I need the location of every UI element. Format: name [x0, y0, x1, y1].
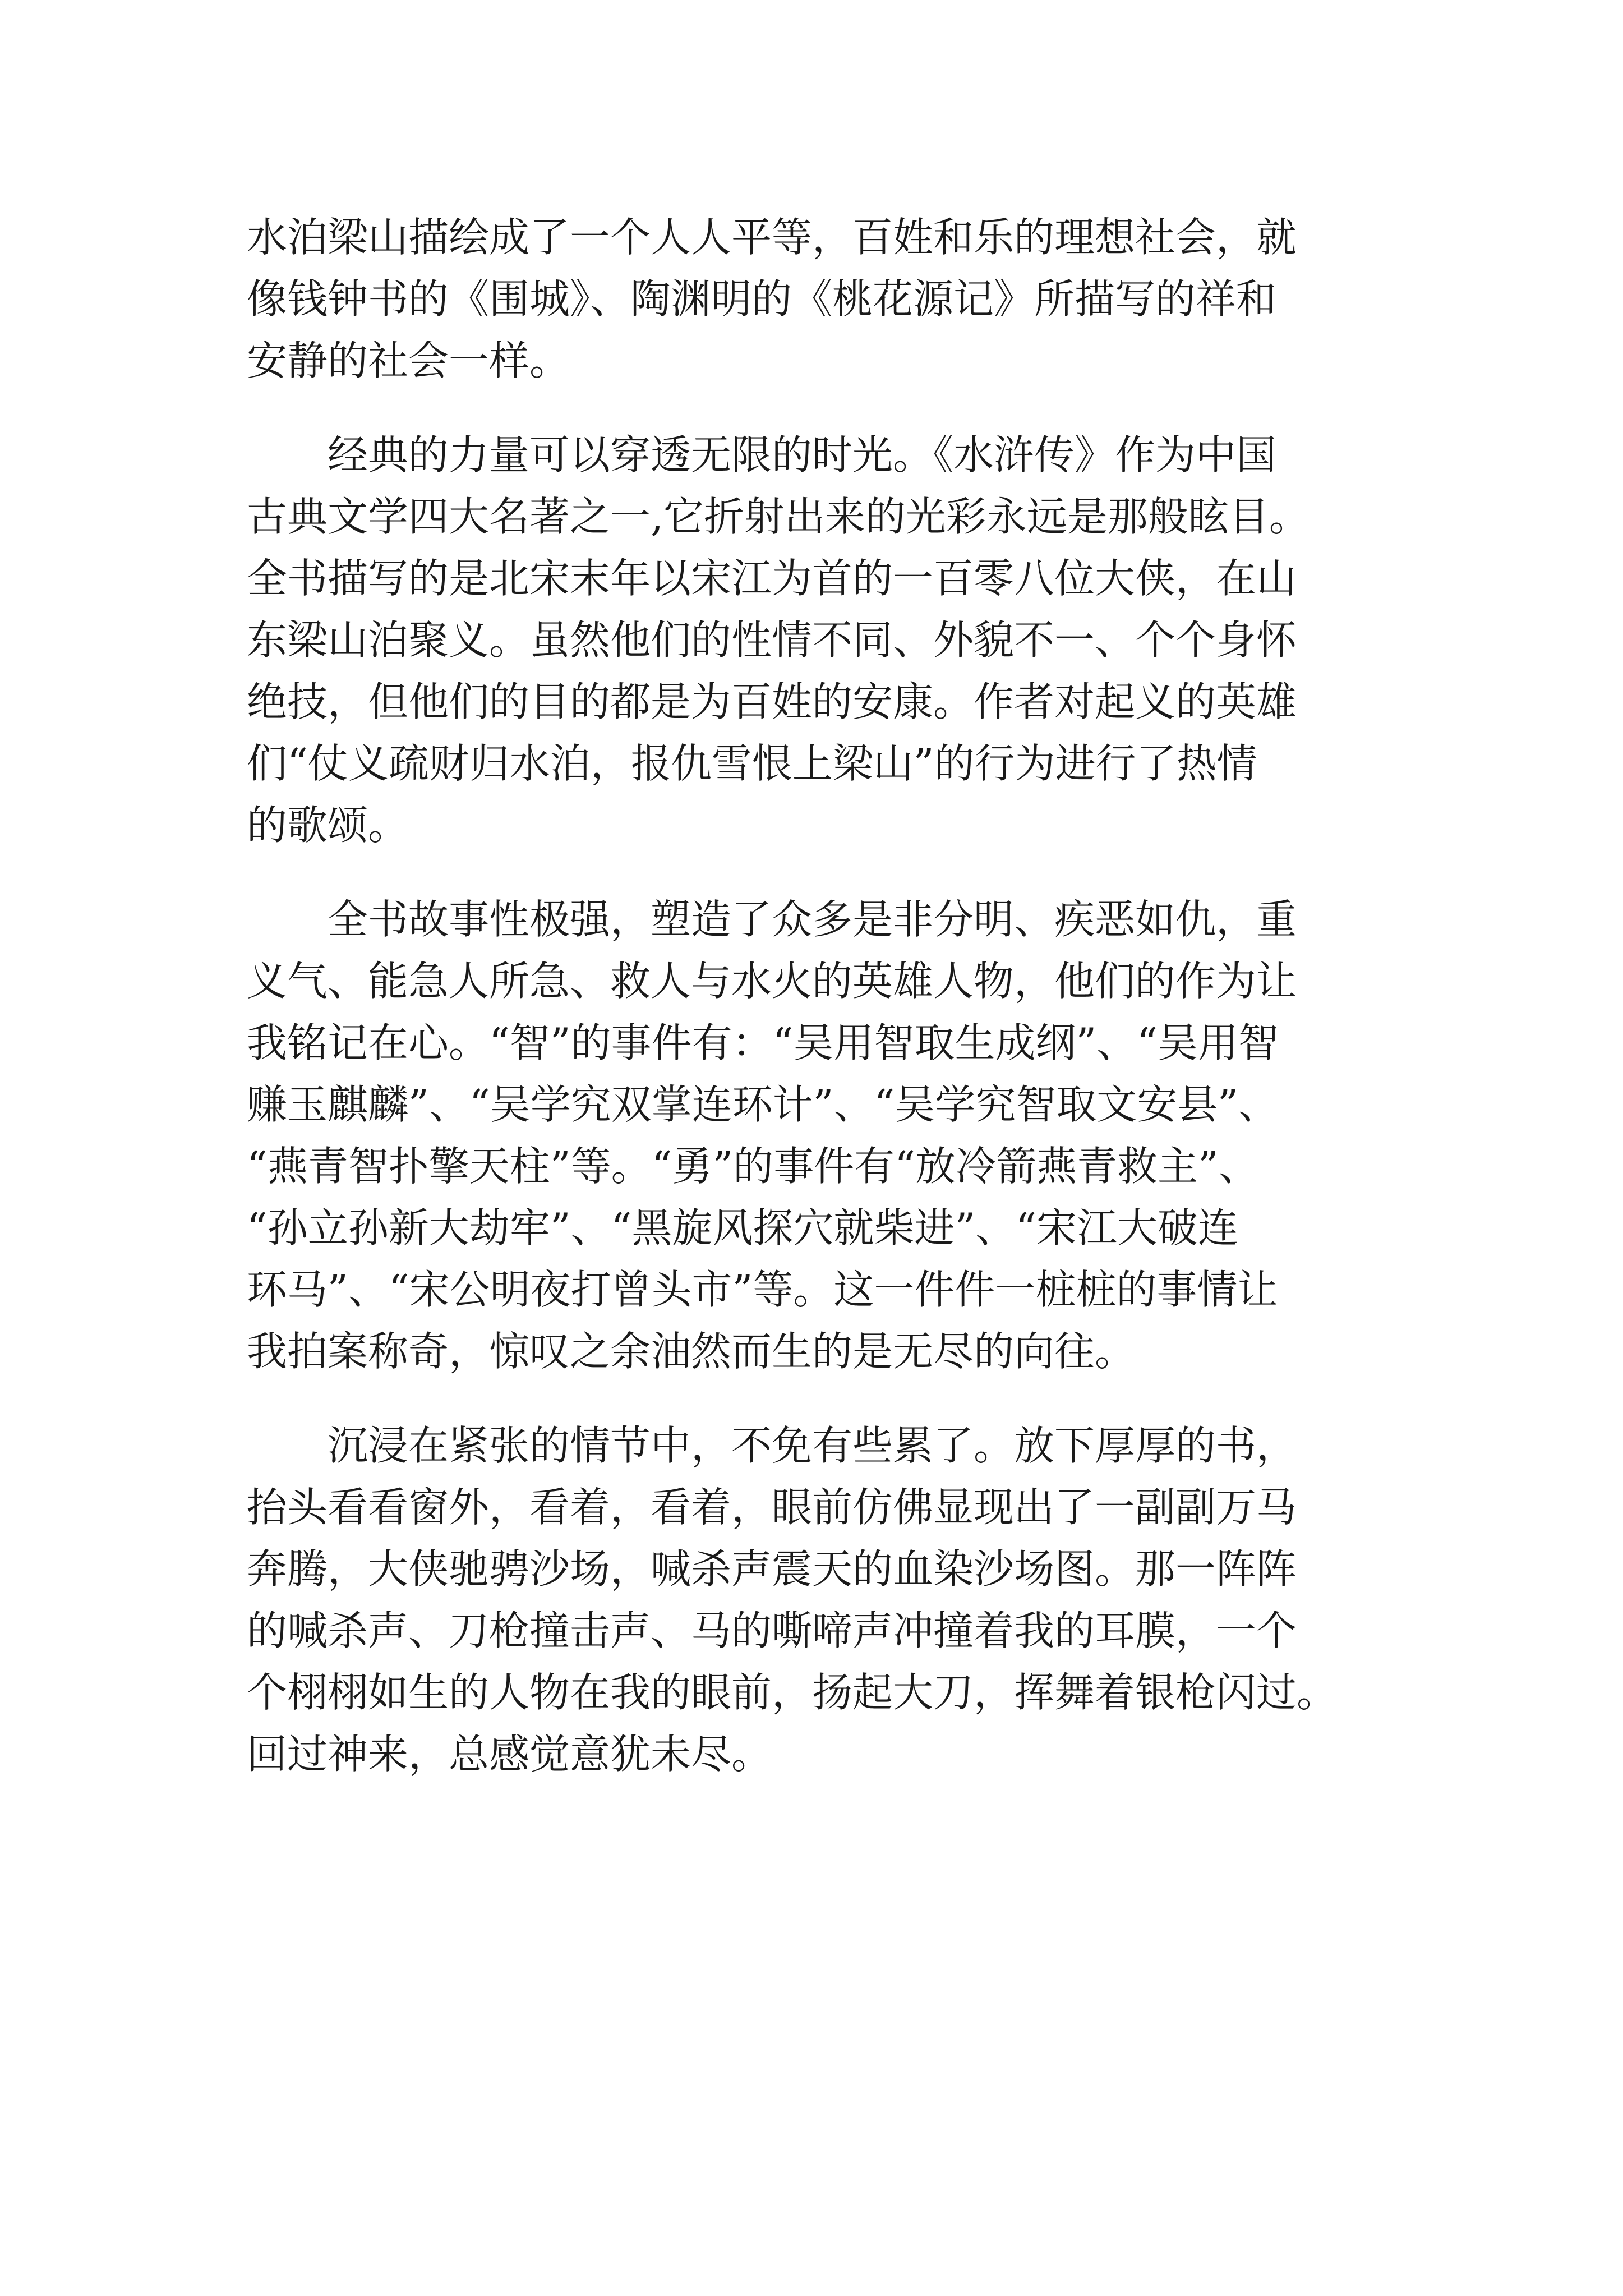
- text-line: 全书故事性极强，塑造了众多是非分明、疾恶如仇，重: [247, 896, 1297, 943]
- text-line: 环马”、“宋公明夜打曾头市”等。这一件件一桩桩的事情让: [247, 1266, 1278, 1313]
- text-line: 东梁山泊聚义。虽然他们的性情不同、外貌不一、个个身怀: [247, 616, 1297, 664]
- paragraph-2: [247, 424, 1380, 856]
- text-line: 全书描写的是北宋末年以宋江为首的一百零八位大侠，在山: [247, 555, 1297, 602]
- text-line: 沉浸在紧张的情节中，不免有些累了。放下厚厚的书，: [247, 1422, 1297, 1469]
- text-line: 我拍案称奇，惊叹之余油然而生的是无尽的向往。: [247, 1328, 1136, 1375]
- text-line: 古典文学四大名著之一,它折射出来的光彩永远是那般眩目。: [247, 493, 1310, 540]
- text-line: “燕青智扑擎天柱”等。“勇”的事件有“放冷箭燕青救主”、: [247, 1143, 1259, 1190]
- text-line: 赚玉麒麟”、“吴学究双掌连环计”、“吴学究智取文安县”、: [247, 1081, 1279, 1128]
- paragraph-1: [247, 206, 1380, 392]
- text-line: 绝技，但他们的目的都是为百姓的安康。作者对起义的英雄: [247, 678, 1297, 725]
- text-line: 像钱钟书的《围城》、陶渊明的《桃花源记》所描写的祥和: [247, 275, 1277, 323]
- text-line: 的歌颂。: [247, 802, 409, 849]
- text-line: 安静的社会一样。: [247, 337, 570, 384]
- document-body: [247, 206, 1380, 1785]
- text-line: 奔腾，大侠驰骋沙场，喊杀声震天的血染沙场图。那一阵阵: [247, 1545, 1297, 1593]
- text-line: 义气、能急人所急、救人与水火的英雄人物，他们的作为让: [247, 958, 1297, 1005]
- text-line: 个栩栩如生的人物在我的眼前，扬起大刀，挥舞着银枪闪过。: [247, 1669, 1338, 1716]
- text-line: 抬头看看窗外，看着，看着，眼前仿佛显现出了一副副万马: [247, 1484, 1297, 1531]
- text-line: “孙立孙新大劫牢”、“黑旋风探穴就柴进”、“宋江大破连: [247, 1204, 1239, 1251]
- text-line: 回过神来，总感觉意犹未尽。: [247, 1731, 772, 1778]
- paragraph-4: [247, 1415, 1380, 1785]
- text-line: 的喊杀声、刀枪撞击声、马的嘶啼声冲撞着我的耳膜，一个: [247, 1607, 1297, 1654]
- text-line: 水泊梁山描绘成了一个人人平等，百姓和乐的理想社会，就: [247, 214, 1297, 261]
- paragraph-3: [247, 889, 1380, 1382]
- text-line: 们“仗义疏财归水泊，报仇雪恨上梁山”的行为进行了热情: [247, 740, 1257, 787]
- text-line: 我铭记在心。“智”的事件有：“吴用智取生成纲”、“吴用智: [247, 1019, 1279, 1066]
- text-line: 经典的力量可以穿透无限的时光。《水浒传》作为中国: [247, 431, 1277, 478]
